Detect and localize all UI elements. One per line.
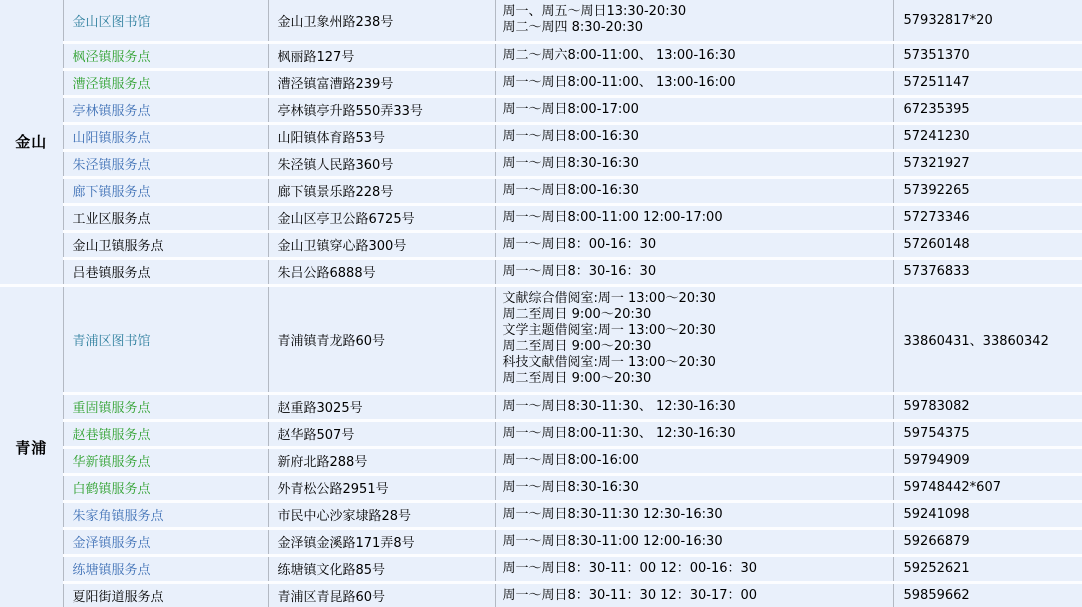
hours-cell: 周一～周日8:00-11:00 12:00-17:00 [495, 204, 893, 231]
phone-cell: 59252621 [893, 555, 1082, 582]
hours-cell: 文献综合借阅室:周一 13:00～20:30 周二至周日 9:00～20:30 文学主题借阅室:周一 13:00～20:30 周二至周日 9:00～20:30 科技文献借阅室:周一 13:00～20:30 周二至周日 9:00～20:30 [495, 285, 893, 393]
service-point-label: 吕巷镇服务点 [72, 266, 151, 281]
address-cell: 金山区亭卫公路6725号 [268, 204, 495, 231]
table-row [0, 474, 1082, 501]
address-cell: 外青松公路2951号 [268, 474, 495, 501]
hours-cell: 周一～周日8：30-11：00 12：00-16：30 [495, 555, 893, 582]
service-point-link[interactable]: 朱泾镇服务点 [72, 158, 151, 173]
phone-cell: 57351370 [893, 42, 1082, 69]
address-cell: 亭林镇亭升路550弄33号 [268, 96, 495, 123]
table-row [0, 582, 1082, 607]
hours-cell: 周一～周日8:00-16:30 [495, 123, 893, 150]
phone-cell: 59241098 [893, 501, 1082, 528]
district-label-jinshan: 金山 [0, 0, 63, 285]
phone-cell: 57392265 [893, 177, 1082, 204]
hours-cell: 周一～周日8:30-11:00 12:00-16:30 [495, 528, 893, 555]
district-label-qingpu: 青浦 [0, 285, 63, 607]
address-cell: 赵重路3025号 [268, 393, 495, 420]
hours-cell: 周一～周日8:30-11:30 12:30-16:30 [495, 501, 893, 528]
hours-cell: 周一～周日8:00-11:30、 12:30-16:30 [495, 420, 893, 447]
table-row [0, 150, 1082, 177]
hours-cell: 周一～周日8:00-16:00 [495, 447, 893, 474]
table-row [0, 96, 1082, 123]
hours-cell: 周一、周五～周日13:30-20:30 周二～周四 8:30-20:30 [495, 0, 893, 42]
address-cell: 漕泾镇富漕路239号 [268, 69, 495, 96]
table-row [0, 447, 1082, 474]
service-point-link[interactable]: 亭林镇服务点 [72, 104, 151, 119]
service-point-label: 工业区服务点 [72, 212, 151, 227]
table-row [0, 42, 1082, 69]
service-point-link[interactable]: 山阳镇服务点 [72, 131, 151, 146]
service-point-label: 金山卫镇服务点 [72, 239, 164, 254]
service-point-link[interactable]: 金泽镇服务点 [72, 536, 151, 551]
phone-cell: 57321927 [893, 150, 1082, 177]
phone-cell: 57273346 [893, 204, 1082, 231]
address-cell: 金山卫象州路238号 [268, 0, 495, 42]
address-cell: 金泽镇金溪路171弄8号 [268, 528, 495, 555]
address-cell: 赵华路507号 [268, 420, 495, 447]
phone-cell: 57932817*20 [893, 0, 1082, 42]
table-row [0, 123, 1082, 150]
hours-cell: 周一～周日8：00-16：30 [495, 231, 893, 258]
table-row [0, 393, 1082, 420]
service-point-link[interactable]: 华新镇服务点 [72, 455, 151, 470]
phone-cell: 57376833 [893, 258, 1082, 285]
phone-cell: 57260148 [893, 231, 1082, 258]
service-point-link[interactable]: 练塘镇服务点 [72, 563, 151, 578]
service-point-link[interactable]: 赵巷镇服务点 [72, 428, 151, 443]
address-cell: 青浦区青昆路60号 [268, 582, 495, 607]
phone-cell: 59748442*607 [893, 474, 1082, 501]
table-row [0, 258, 1082, 285]
service-point-link[interactable]: 朱家角镇服务点 [72, 509, 164, 524]
table-row [0, 231, 1082, 258]
table-row [0, 69, 1082, 96]
address-cell: 枫丽路127号 [268, 42, 495, 69]
phone-cell: 57241230 [893, 123, 1082, 150]
phone-cell: 67235395 [893, 96, 1082, 123]
service-point-link[interactable]: 枫泾镇服务点 [72, 50, 151, 65]
library-link-jinshan[interactable]: 金山区图书馆 [72, 14, 151, 30]
address-cell: 新府北路288号 [268, 447, 495, 474]
phone-cell: 59266879 [893, 528, 1082, 555]
table-row [0, 420, 1082, 447]
phone-cell: 33860431、33860342 [893, 285, 1082, 393]
service-point-link[interactable]: 白鹤镇服务点 [72, 482, 151, 497]
hours-cell: 周一～周日8:30-16:30 [495, 150, 893, 177]
table-row [0, 177, 1082, 204]
address-cell: 市民中心沙家埭路28号 [268, 501, 495, 528]
address-cell: 练塘镇文化路85号 [268, 555, 495, 582]
table-row [0, 285, 1082, 393]
hours-cell: 周一～周日8：30-11：30 12：30-17：00 [495, 582, 893, 607]
service-point-label: 夏阳街道服务点 [72, 590, 164, 605]
address-cell: 朱泾镇人民路360号 [268, 150, 495, 177]
table-row [0, 528, 1082, 555]
hours-cell: 周一～周日8:30-16:30 [495, 474, 893, 501]
phone-cell: 59783082 [893, 393, 1082, 420]
phone-cell: 59754375 [893, 420, 1082, 447]
hours-cell: 周一～周日8:00-16:30 [495, 177, 893, 204]
hours-cell: 周二～周六8:00-11:00、 13:00-16:30 [495, 42, 893, 69]
library-link-qingpu[interactable]: 青浦区图书馆 [72, 333, 151, 349]
address-cell: 山阳镇体育路53号 [268, 123, 495, 150]
address-cell: 金山卫镇穿心路300号 [268, 231, 495, 258]
hours-cell: 周一～周日8:30-11:30、 12:30-16:30 [495, 393, 893, 420]
table-row [0, 501, 1082, 528]
service-point-link[interactable]: 漕泾镇服务点 [72, 77, 151, 92]
table-row [0, 204, 1082, 231]
hours-cell: 周一～周日8：30-16：30 [495, 258, 893, 285]
table-row [0, 0, 1082, 42]
address-cell: 廊下镇景乐路228号 [268, 177, 495, 204]
hours-cell: 周一～周日8:00-17:00 [495, 96, 893, 123]
table-row [0, 555, 1082, 582]
address-cell: 朱吕公路6888号 [268, 258, 495, 285]
phone-cell: 57251147 [893, 69, 1082, 96]
phone-cell: 59794909 [893, 447, 1082, 474]
service-point-link[interactable]: 重固镇服务点 [72, 401, 151, 416]
hours-cell: 周一～周日8:00-11:00、 13:00-16:00 [495, 69, 893, 96]
address-cell: 青浦镇青龙路60号 [268, 285, 495, 393]
phone-cell: 59859662 [893, 582, 1082, 607]
service-point-link[interactable]: 廊下镇服务点 [72, 185, 151, 200]
